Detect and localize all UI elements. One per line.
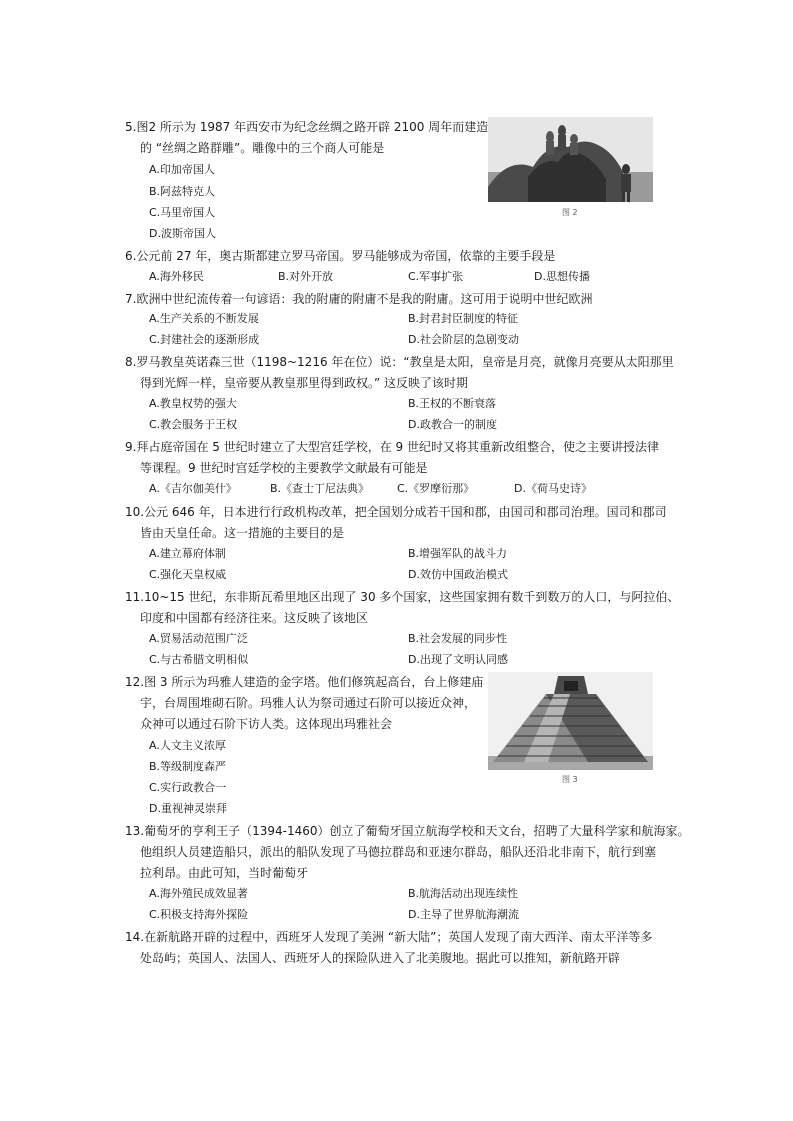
q5-option-b: B.阿兹特克人 xyxy=(149,185,216,198)
q6-option-b: B.对外开放 xyxy=(278,270,334,283)
q11-stem-line2: 印度和中国都有经济往来。这反映了该地区 xyxy=(140,611,369,625)
q13-stem-line2: 他组织人员建造船只，派出的船队发现了马德拉群岛和亚速尔群岛，船队还沿北非南下，航行到塞 xyxy=(140,845,657,859)
q8-option-c: C.教会服务于王权 xyxy=(149,418,238,431)
q11-stem-line1: 11.10~15 世纪，东非斯瓦希里地区出现了 30 多个国家，这些国家拥有数千到数万的人口，与阿拉伯、 xyxy=(125,590,680,604)
q6-option-c: C.军事扩张 xyxy=(408,270,464,283)
q12-option-c: C.实行政教合一 xyxy=(149,781,227,794)
q6-option-a: A.海外移民 xyxy=(149,270,204,283)
q11-option-d: D.出现了文明认同感 xyxy=(408,653,508,666)
q5-option-d: D.波斯帝国人 xyxy=(149,227,216,240)
q5-option-a: A.印加帝国人 xyxy=(149,163,215,176)
q11-option-c: C.与古希腊文明相似 xyxy=(149,653,249,666)
q7-option-b: B.封君封臣制度的特征 xyxy=(408,312,519,325)
q12-stem-line2: 宇，台周围堆砌石阶。玛雅人认为祭司通过石阶可以接近众神， xyxy=(140,696,477,710)
q5-stem-line1: 5.图2 所示为 1987 年西安市为纪念丝绸之路开辟 2100 周年而建造 xyxy=(125,120,489,134)
q12-option-b: B.等级制度森严 xyxy=(149,760,227,773)
q8-option-b: B.王权的不断衰落 xyxy=(408,397,497,410)
figure-2-label: 图 2 xyxy=(562,208,578,217)
q13-option-d: D.主导了世界航海潮流 xyxy=(408,908,519,921)
q9-option-c: C.《罗摩衍那》 xyxy=(397,482,475,495)
q7-option-a: A.生产关系的不断发展 xyxy=(149,312,259,325)
figure-3-label: 图 3 xyxy=(562,775,578,784)
q7-option-c: C.封建社会的逐渐形成 xyxy=(149,333,260,346)
q13-option-c: C.积极支持海外探险 xyxy=(149,908,249,921)
q12-stem-line1: 12.图 3 所示为玛雅人建造的金字塔。他们修筑起高台，台上修建庙 xyxy=(125,675,484,689)
q8-option-d: D.政教合一的制度 xyxy=(408,418,497,431)
q9-option-b: B.《查士丁尼法典》 xyxy=(270,482,370,495)
q7-option-d: D.社会阶层的急剧变动 xyxy=(408,333,519,346)
q9-stem-line2: 等课程。9 世纪时宫廷学校的主要教学文献最有可能是 xyxy=(140,461,428,475)
q8-option-a: A.教皇权势的强大 xyxy=(149,397,237,410)
q14-stem-line1: 14.在新航路开辟的过程中，西班牙人发现了美洲 “新大陆”；英国人发现了南大西洋、南太平洋等多 xyxy=(125,930,653,944)
q9-option-a: A.《吉尔伽美什》 xyxy=(149,482,237,495)
q14-stem-line2: 处岛屿；英国人、法国人、西班牙人的探险队进入了北美腹地。据此可以推知，新航路开辟 xyxy=(140,951,621,965)
q5-stem-line2: 的 “丝绸之路群雕”。雕像中的三个商人可能是 xyxy=(140,141,385,155)
q13-stem-line3: 拉利昂。由此可知，当时葡萄牙 xyxy=(140,866,309,880)
q10-stem-line1: 10.公元 646 年，日本进行行政机构改革，把全国划分成若干国和郡，由国司和郡司治理。国司和郡司 xyxy=(125,505,667,519)
maya-pyramid-photo xyxy=(488,672,653,770)
q8-stem-line1: 8.罗马教皇英诺森三世（1198~1216 年在位）说：“教皇是太阳，皇帝是月亮，就像月亮要从太阳那里 xyxy=(125,355,674,369)
q5-option-c: C.马里帝国人 xyxy=(149,206,216,219)
q6-stem-line1: 6.公元前 27 年，奥古斯都建立罗马帝国。罗马能够成为帝国，依靠的主要手段是 xyxy=(125,249,556,263)
q8-stem-line2: 得到光辉一样，皇帝要从教皇那里得到政权。” 这反映了该时期 xyxy=(140,376,469,390)
q9-stem-line1: 9.拜占庭帝国在 5 世纪时建立了大型宫廷学校，在 9 世纪时又将其重新改组整合，使之主要讲授法律 xyxy=(125,440,659,454)
q10-stem-line2: 皆由天皇任命。这一措施的主要目的是 xyxy=(140,526,345,540)
q11-option-a: A.贸易活动范围广泛 xyxy=(149,632,248,645)
q10-option-b: B.增强军队的战斗力 xyxy=(408,547,508,560)
q10-option-d: D.效仿中国政治模式 xyxy=(408,568,508,581)
q10-option-c: C.强化天皇权威 xyxy=(149,568,227,581)
q10-option-a: A.建立幕府体制 xyxy=(149,547,226,560)
q7-stem-line1: 7.欧洲中世纪流传着一句谚语：我的附庸的附庸不是我的附庸。这可用于说明中世纪欧洲 xyxy=(125,292,593,306)
silk-road-statue-photo xyxy=(488,117,653,202)
q11-option-b: B.社会发展的同步性 xyxy=(408,632,508,645)
q13-option-b: B.航海活动出现连续性 xyxy=(408,887,519,900)
q9-option-d: D.《荷马史诗》 xyxy=(514,482,592,495)
q12-option-a: A.人文主义浓厚 xyxy=(149,739,226,752)
q13-stem-line1: 13.葡萄牙的亨利王子（1394-1460）创立了葡萄牙国立航海学校和天文台，招聘了大量科学家和航海家。 xyxy=(125,824,690,838)
q12-stem-line3: 众神可以通过石阶下访人类。这体现出玛雅社会 xyxy=(140,717,393,731)
q12-option-d: D.重视神灵崇拜 xyxy=(149,802,227,815)
q13-option-a: A.海外殖民成效显著 xyxy=(149,887,248,900)
q6-option-d: D.思想传播 xyxy=(534,270,590,283)
